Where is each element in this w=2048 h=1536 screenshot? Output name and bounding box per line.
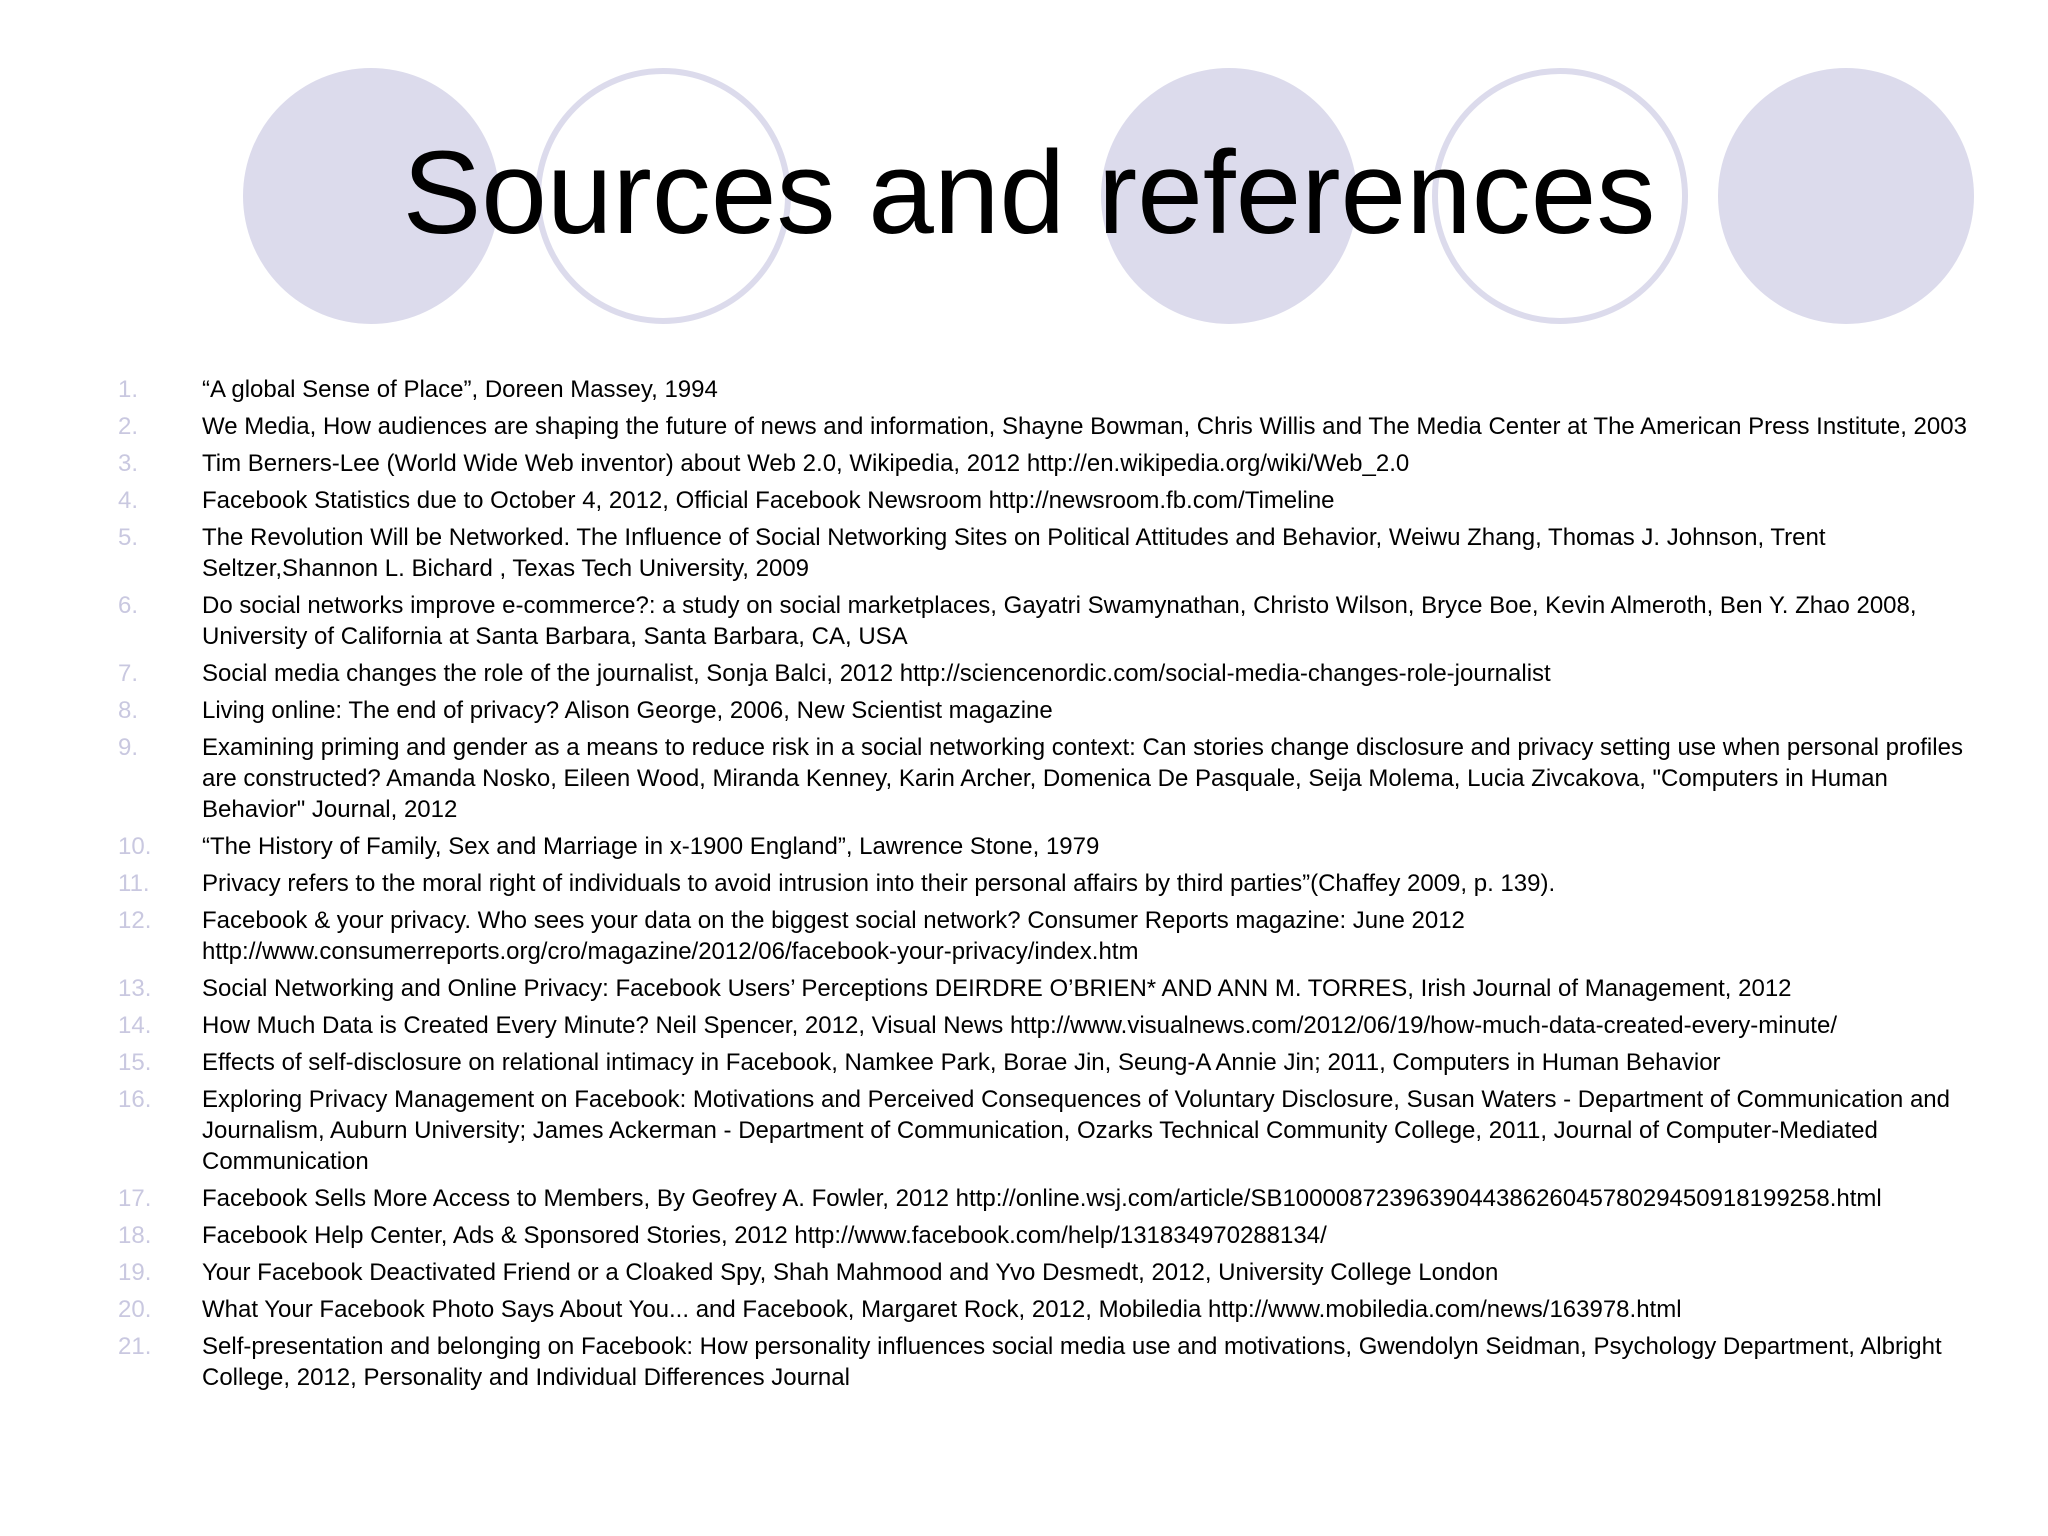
- reference-item: [118, 868, 1968, 899]
- reference-list: [118, 374, 1968, 1399]
- reference-number: 8.: [118, 697, 139, 724]
- reference-item: [118, 973, 1968, 1004]
- reference-text: Examining priming and gender as a means to reduce risk in a social networking context: Can stories change disclosure and privacy setting use when personal profiles are constructed? Amanda Nosko, Eileen Wood, Miranda Kenney, Karin Archer, Domenica De Pasquale, Seija Molema, Lucia Zivcakova, "Computers in Human Behavior" Journal, 2012: [202, 734, 1963, 823]
- reference-item: [118, 1257, 1968, 1288]
- reference-item: [118, 411, 1968, 442]
- reference-text: Effects of self-disclosure on relational intimacy in Facebook, Namkee Park, Borae Jin, Seung-A Annie Jin; 2011, Computers in Human Behavior: [202, 1049, 1721, 1076]
- reference-item: [118, 485, 1968, 516]
- reference-text: Living online: The end of privacy? Alison George, 2006, New Scientist magazine: [202, 697, 1053, 724]
- reference-item: [118, 695, 1968, 726]
- reference-number: 2.: [118, 413, 139, 440]
- reference-item: [118, 732, 1968, 825]
- reference-item: [118, 448, 1968, 479]
- slide-title: Sources and references: [402, 127, 1656, 259]
- reference-item: [118, 905, 1968, 967]
- reference-item: [118, 1294, 1968, 1325]
- reference-item: [118, 1084, 1968, 1177]
- reference-text: Facebook Help Center, Ads & Sponsored Stories, 2012 http://www.facebook.com/help/131834970288134/: [202, 1222, 1327, 1249]
- reference-text: We Media, How audiences are shaping the future of news and information, Shayne Bowman, Chris Willis and The Media Center at The American Press Institute, 2003: [202, 413, 1967, 440]
- reference-number: 1.: [118, 376, 139, 403]
- reference-item: [118, 522, 1968, 584]
- reference-number: 14.: [118, 1012, 152, 1039]
- reference-number: 20.: [118, 1296, 152, 1323]
- reference-number: 10.: [118, 833, 152, 860]
- reference-number: 3.: [118, 450, 139, 477]
- reference-number: 17.: [118, 1185, 152, 1212]
- reference-text: Exploring Privacy Management on Facebook: Motivations and Perceived Consequences of Voluntary Disclosure, Susan Waters - Department of Communication and Journalism, Auburn University; James Ackerman - Department of Communication, Ozarks Technical Community College, 2011, Journal of Computer-Mediated Communication: [202, 1086, 1950, 1175]
- reference-text: Facebook & your privacy. Who sees your data on the biggest social network? Consumer Reports magazine: June 2012 http://www.consumerreports.org/cro/magazine/2012/06/facebook-your-privacy/index.htm: [202, 907, 1465, 965]
- reference-text: Facebook Sells More Access to Members, By Geofrey A. Fowler, 2012 http://online.wsj.com/article/SB10000872396390443862604578029450918199258.html: [202, 1185, 1882, 1212]
- reference-item: [118, 1331, 1968, 1393]
- reference-item: [118, 1010, 1968, 1041]
- reference-item: [118, 1047, 1968, 1078]
- reference-text: How Much Data is Created Every Minute? Neil Spencer, 2012, Visual News http://www.visualnews.com/2012/06/19/how-much-data-created-every-minute/: [202, 1012, 1837, 1039]
- reference-text: Social Networking and Online Privacy: Facebook Users’ Perceptions DEIRDRE O’BRIEN* AND ANN M. TORRES, Irish Journal of Management, 2012: [202, 975, 1792, 1002]
- reference-text: Self-presentation and belonging on Facebook: How personality influences social media use and motivations, Gwendolyn Seidman, Psychology Department, Albright College, 2012, Personality and Individual Differences Journal: [202, 1333, 1942, 1391]
- reference-number: 12.: [118, 907, 152, 934]
- reference-item: [118, 1220, 1968, 1251]
- reference-number: 5.: [118, 524, 139, 551]
- reference-number: 19.: [118, 1259, 152, 1286]
- reference-number: 13.: [118, 975, 152, 1002]
- reference-number: 18.: [118, 1222, 152, 1249]
- reference-number: 16.: [118, 1086, 152, 1113]
- reference-text: Your Facebook Deactivated Friend or a Cloaked Spy, Shah Mahmood and Yvo Desmedt, 2012, University College London: [202, 1259, 1499, 1286]
- reference-item: [118, 374, 1968, 405]
- reference-text: Do social networks improve e-commerce?: a study on social marketplaces, Gayatri Swamynathan, Christo Wilson, Bryce Boe, Kevin Almeroth, Ben Y. Zhao 2008, University of California at Santa Barbara, Santa Barbara, CA, USA: [202, 592, 1917, 650]
- reference-number: 6.: [118, 592, 139, 619]
- reference-number: 15.: [118, 1049, 152, 1076]
- reference-item: [118, 658, 1968, 689]
- reference-text: Tim Berners-Lee (World Wide Web inventor) about Web 2.0, Wikipedia, 2012 http://en.wikipedia.org/wiki/Web_2.0: [202, 450, 1410, 477]
- reference-text: “The History of Family, Sex and Marriage in x-1900 England”, Lawrence Stone, 1979: [202, 833, 1100, 860]
- reference-number: 9.: [118, 734, 139, 761]
- reference-item: [118, 590, 1968, 652]
- reference-text: Social media changes the role of the journalist, Sonja Balci, 2012 http://sciencenordic.com/social-media-changes-role-journalist: [202, 660, 1551, 687]
- reference-text: Privacy refers to the moral right of individuals to avoid intrusion into their personal affairs by third parties”(Chaffey 2009, p. 139).: [202, 870, 1556, 897]
- reference-number: 21.: [118, 1333, 152, 1360]
- reference-text: “A global Sense of Place”, Doreen Massey, 1994: [202, 376, 718, 403]
- reference-item: [118, 1183, 1968, 1214]
- reference-text: What Your Facebook Photo Says About You... and Facebook, Margaret Rock, 2012, Mobiledia http://www.mobiledia.com/news/163978.html: [202, 1296, 1682, 1323]
- reference-text: The Revolution Will be Networked. The Influence of Social Networking Sites on Political Attitudes and Behavior, Weiwu Zhang, Thomas J. Johnson, Trent Seltzer,Shannon L. Bichard , Texas Tech University, 2009: [202, 524, 1826, 582]
- reference-text: Facebook Statistics due to October 4, 2012, Official Facebook Newsroom http://newsroom.fb.com/Timeline: [202, 487, 1335, 514]
- reference-number: 11.: [118, 870, 150, 897]
- reference-number: 4.: [118, 487, 139, 514]
- reference-number: 7.: [118, 660, 139, 687]
- reference-item: [118, 831, 1968, 862]
